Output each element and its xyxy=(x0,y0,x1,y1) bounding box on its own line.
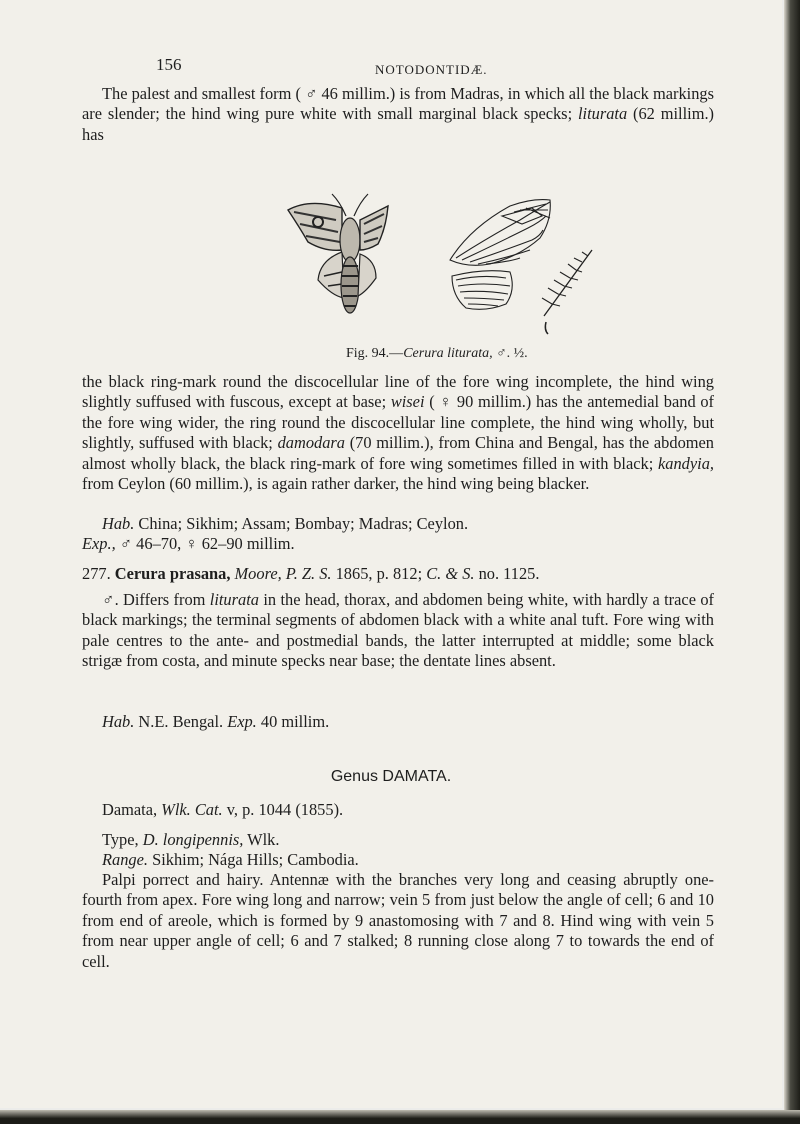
moth-figure xyxy=(270,180,610,340)
page-edge-right xyxy=(784,0,800,1124)
type-label: Type, xyxy=(102,830,143,849)
species-ref-work: C. & S. xyxy=(426,564,475,583)
page-number: 156 xyxy=(156,55,182,74)
paragraph-text: from Ceylon (60 millim.), is again rather darker, the hind wing being blacker. xyxy=(82,474,590,494)
habitat-paragraph xyxy=(82,514,714,555)
form-name: damodara xyxy=(277,433,345,453)
paragraph-text: ♂. Differs from xyxy=(102,590,210,609)
species-title: Cerura prasana, xyxy=(114,564,231,583)
genus-ref-text: v, p. 1044 (1855). xyxy=(222,800,344,819)
type-species: D. longipennis, xyxy=(142,830,244,849)
caption-prefix: Fig. 94.— xyxy=(346,346,404,361)
hab-text: N.E. Bengal. xyxy=(134,712,228,731)
genus-name: Damata, xyxy=(102,800,162,819)
intro-text: (62 millim.) has xyxy=(82,104,714,144)
species-description xyxy=(82,590,714,672)
form-name: wisei xyxy=(390,392,425,412)
genus-work: Wlk. Cat. xyxy=(161,800,223,819)
paragraph-text: (70 millim.), from China and Bengal, has the abdomen almost wholly black, the black ring-mark of fore wing sometimes filled in with black; xyxy=(82,433,714,473)
hab-label: Hab. xyxy=(102,712,135,731)
genus-heading: Genus DAMATA. xyxy=(330,768,452,785)
genus-description: Palpi porrect and hairy. Antennæ with the branches very long and ceasing abruptly one-fourth from apex. Fore wing long and narrow; vein 5 from just below the angle of cell; 6 and 10 from end of areole, which is formed by 9 anastomosing with 7 and 8. Hind wing with vein 5 from near upper angle of cell; 6 and 7 stalked; 8 running close along 7 to towards the end of cell. xyxy=(82,870,714,971)
exp-text: ♂ 46–70, ♀ 62–90 millim. xyxy=(115,534,295,554)
species-ref: no. 1125. xyxy=(474,564,540,583)
exp-label: Exp. xyxy=(227,712,257,731)
species-name: liturata xyxy=(209,590,259,609)
range-line xyxy=(82,850,714,870)
running-head: NOTODONTIDÆ. xyxy=(375,62,488,77)
figure-caption xyxy=(346,346,528,362)
exp-label: Exp., xyxy=(82,534,116,554)
type-author: Wlk. xyxy=(243,830,280,849)
habitat-paragraph-2 xyxy=(82,712,714,732)
species-heading xyxy=(82,564,714,584)
exp-text: 40 millim. xyxy=(256,712,330,731)
intro-text: The palest and smallest form ( ♂ 46 millim.) is from Madras, in which all the black markings are slender; the hind wing pure white with small marginal black specks; xyxy=(82,84,714,124)
caption-suffix: ♂. ½. xyxy=(492,346,528,361)
species-ref: 1865, p. 812; xyxy=(331,564,427,583)
species-number: 277. xyxy=(82,564,115,583)
moth-body-illustration xyxy=(288,194,388,313)
range-label: Range. xyxy=(102,850,148,869)
range-text: Sikhim; Nága Hills; Cambodia. xyxy=(147,850,359,869)
wing-venation-illustration xyxy=(450,200,592,334)
hab-label: Hab. xyxy=(102,514,135,533)
species-author: Moore, P. Z. S. xyxy=(230,564,332,583)
genus-reference xyxy=(82,800,714,820)
hab-text: China; Sikhim; Assam; Bombay; Madras; Ceylon. xyxy=(134,514,469,533)
page-edge-bottom xyxy=(0,1110,800,1124)
paragraph-text: ( ♀ 90 millim.) has the antemedial band of the fore wing wider, the ring round the discocellular line complete, the hind wing wholly, but slightly, suffused with black; xyxy=(82,392,714,453)
paragraph-text: the black ring-mark round the discocellular line of the fore wing incomplete, the hind wing slightly suffused with fuscous, except at base; xyxy=(82,372,714,412)
form-name: kandyia, xyxy=(658,453,714,473)
forms-paragraph xyxy=(82,372,714,494)
type-line xyxy=(82,830,714,850)
intro-paragraph xyxy=(82,84,714,145)
paragraph-text: in the head, thorax, and abdomen being white, with hardly a trace of black markings; the terminal segments of abdomen black with a white anal tuft. Fore wing with pale centres to the ante- and postmedial bands, the latter interrupted at middle; some black strigæ from costa, and minute specks near base; the dentate lines absent. xyxy=(82,590,714,671)
caption-species: Cerura liturata, xyxy=(403,346,493,361)
species-name: liturata xyxy=(577,104,628,124)
